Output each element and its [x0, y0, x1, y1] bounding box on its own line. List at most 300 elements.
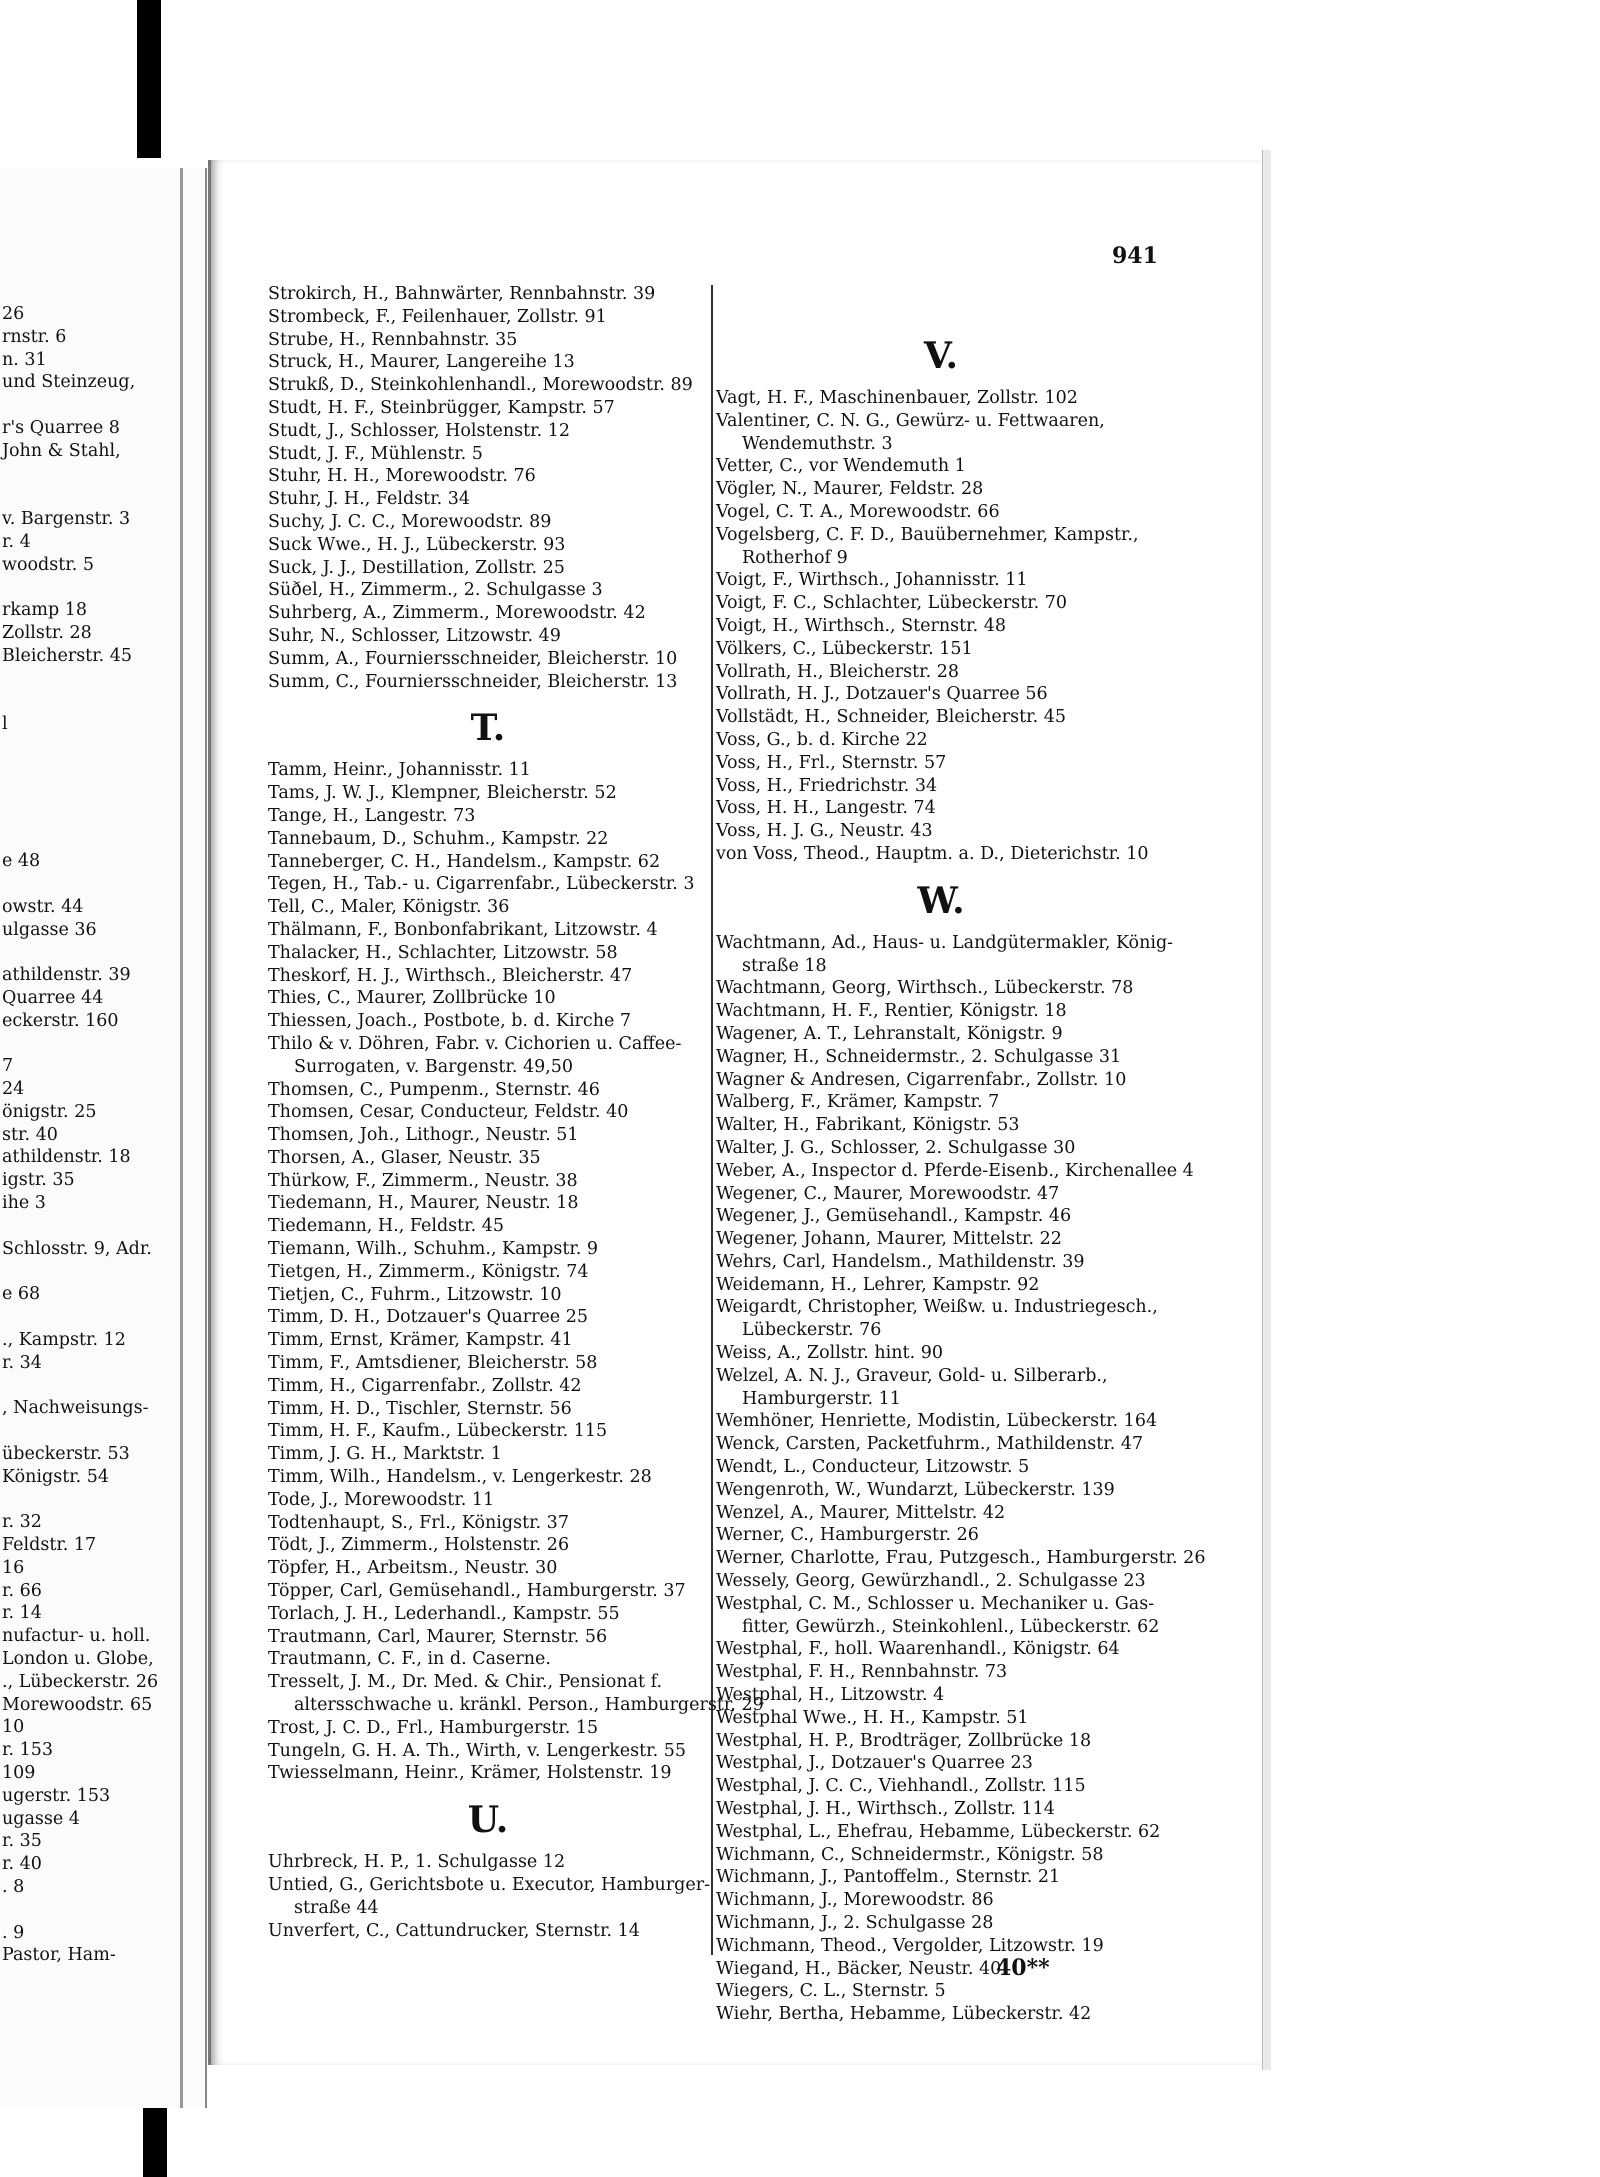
directory-entry [268, 1033, 708, 1079]
left-page-line [0, 1488, 158, 1511]
left-page-line: ., Kampstr. 12 [2, 1329, 126, 1350]
directory-entry [268, 397, 708, 420]
entry-line: Tannebaum, D., Schuhm., Kampstr. 22 [268, 828, 609, 849]
directory-entry [268, 1101, 708, 1124]
entry-line: Studt, J. F., Mühlenstr. 5 [268, 443, 483, 464]
directory-entry [268, 648, 708, 671]
directory-entry [716, 932, 1174, 978]
directory-entry [716, 1456, 1166, 1479]
directory-entry [268, 579, 708, 602]
entry-line: Thomsen, Joh., Lithogr., Neustr. 51 [268, 1125, 579, 1146]
entry-line: Wagner & Andresen, Cigarrenfabr., Zollstr. 10 [716, 1069, 1127, 1090]
directory-entry [268, 283, 708, 306]
directory-entry [716, 752, 1166, 775]
entry-line: Vollrath, H. J., Dotzauer's Quarree 56 [716, 684, 1048, 705]
directory-entry [268, 443, 708, 466]
left-page-line: 10 [2, 1717, 25, 1738]
entry-line: Thomsen, C., Pumpenm., Sternstr. 46 [268, 1079, 600, 1100]
entry-line: Timm, D. H., Dotzauer's Quarree 25 [268, 1307, 588, 1328]
entry-line: Strombeck, F., Feilenhauer, Zollstr. 91 [268, 306, 607, 327]
entry-line: Timm, F., Amtsdiener, Bleicherstr. 58 [268, 1353, 598, 1374]
entry-line: Thilo & v. Döhren, Fabr. v. Cichorien u. Caffee- [268, 1033, 682, 1054]
directory-entry [268, 351, 708, 374]
left-page-line [0, 1420, 158, 1443]
directory-entry [268, 805, 708, 828]
entry-continuation: fitter, Gewürzh., Steinkohlenl., Lübeckerstr. 62 [742, 1616, 1160, 1637]
entry-line: Weidemann, H., Lehrer, Kampstr. 92 [716, 1274, 1040, 1295]
directory-entry [268, 1284, 708, 1307]
left-page-line: ., Lübeckerstr. 26 [2, 1671, 159, 1692]
entry-line: Stuhr, J. H., Feldstr. 34 [268, 489, 471, 510]
left-page-line [0, 394, 158, 417]
entry-line: Strube, H., Rennbahnstr. 35 [268, 329, 518, 350]
entry-line: Wenzel, A., Maurer, Mittelstr. 42 [716, 1502, 1006, 1523]
left-page-line [0, 782, 158, 805]
entry-line: Vagt, H. F., Maschinenbauer, Zollstr. 102 [716, 388, 1078, 408]
left-page-line: igstr. 35 [2, 1170, 75, 1191]
left-page-line: Morewoodstr. 65 [2, 1694, 153, 1715]
left-page-line: e 48 [2, 851, 41, 872]
left-page-line: l [2, 714, 8, 735]
left-page-line: r. 35 [2, 1831, 42, 1852]
entry-line: Thorsen, A., Glaser, Neustr. 35 [268, 1147, 541, 1168]
left-page-line: r. 14 [2, 1603, 42, 1624]
directory-entry [716, 797, 1166, 820]
directory-entry [268, 329, 708, 352]
entry-line: Valentiner, C. N. G., Gewürz- u. Fettwaaren, [716, 410, 1105, 431]
entry-line: Weber, A., Inspector d. Pferde-Eisenb., Kirchenallee 4 [716, 1160, 1194, 1181]
directory-entry [716, 1023, 1166, 1046]
entry-line: Vögler, N., Maurer, Feldstr. 28 [716, 479, 984, 500]
entry-line: Welzel, A. N. J., Graveur, Gold- u. Silberarb., [716, 1365, 1108, 1386]
entry-line: Tanneberger, C. H., Handelsm., Kampstr. 62 [268, 851, 661, 872]
left-page-line [0, 463, 158, 486]
directory-entry [716, 1228, 1166, 1251]
entry-line: Westphal, C. M., Schlosser u. Mechaniker u. Gas- [716, 1593, 1155, 1614]
directory-entry [268, 1671, 764, 1717]
directory-entry [716, 1935, 1166, 1958]
directory-entry [716, 501, 1166, 524]
entry-continuation: straße 44 [294, 1897, 379, 1918]
directory-entry [716, 569, 1166, 592]
entry-line: Tegen, H., Tab.- u. Cigarrenfabr., Lübeckerstr. 3 [268, 874, 695, 895]
directory-entry [268, 1147, 708, 1170]
entry-line: Suck, J. J., Destillation, Zollstr. 25 [268, 557, 565, 578]
entry-line: Summ, A., Fourniersschneider, Bleicherstr. 10 [268, 648, 678, 669]
entry-continuation: altersschwache u. kränkl. Person., Hamburgerstr. 29 [294, 1695, 764, 1716]
left-page-line: owstr. 44 [2, 896, 84, 917]
entry-line: Westphal Wwe., H. H., Kampstr. 51 [716, 1707, 1029, 1728]
entry-continuation: Surrogaten, v. Bargenstr. 49,50 [294, 1056, 574, 1077]
left-page-line: 26 [2, 304, 25, 324]
left-page-line: e 68 [2, 1284, 41, 1305]
left-page-line: r's Quarree 8 [2, 417, 120, 438]
directory-entry [716, 1160, 1194, 1183]
left-page-line: Feldstr. 17 [2, 1535, 97, 1556]
directory-entry [716, 1798, 1166, 1821]
entry-line: Untied, G., Gerichtsbote u. Executor, Hamburger- [268, 1875, 711, 1895]
entry-line: Voss, H. H., Langestr. 74 [716, 798, 936, 819]
left-page-line: , Nachweisungs- [2, 1398, 149, 1419]
directory-entry [268, 671, 708, 694]
entry-line: Voigt, H., Wirthsch., Sternstr. 48 [716, 615, 1007, 636]
entry-line: Tiedemann, H., Maurer, Neustr. 18 [268, 1193, 579, 1214]
directory-entry [268, 1306, 708, 1329]
entry-line: Trautmann, Carl, Maurer, Sternstr. 56 [268, 1626, 608, 1647]
entry-line: Werner, C., Hamburgerstr. 26 [716, 1525, 979, 1546]
entry-line: Westphal, J. H., Wirthsch., Zollstr. 114 [716, 1799, 1055, 1820]
directory-entry [268, 1170, 708, 1193]
left-page-line: 16 [2, 1557, 25, 1578]
directory-entry [268, 987, 708, 1010]
directory-entry [716, 1251, 1166, 1274]
left-page-line: rnstr. 6 [2, 326, 67, 347]
directory-entry [268, 1010, 708, 1033]
directory-entry [716, 387, 1166, 410]
left-page-text [0, 303, 158, 1967]
directory-entry [716, 2003, 1166, 2026]
entry-line: Wessely, Georg, Gewürzhandl., 2. Schulgasse 23 [716, 1571, 1146, 1592]
left-page-line: 7 [2, 1056, 14, 1077]
directory-entry [716, 592, 1166, 615]
directory-entry [268, 1534, 708, 1557]
directory-column-left [268, 283, 764, 1942]
entry-line: Süðel, H., Zimmerm., 2. Schulgasse 3 [268, 580, 603, 601]
entry-line: Trautmann, C. F., in d. Caserne. [268, 1649, 551, 1670]
left-page-line: r. 32 [2, 1512, 42, 1533]
entry-line: Struck, H., Maurer, Langereihe 13 [268, 352, 575, 373]
left-page-edge [180, 168, 183, 2108]
entry-line: Tell, C., Maler, Königstr. 36 [268, 897, 510, 918]
directory-entry [716, 1183, 1166, 1206]
directory-entry [716, 706, 1166, 729]
directory-entry [716, 1137, 1166, 1160]
entry-line: Tungeln, G. H. A. Th., Wirth, v. Lengerkestr. 55 [268, 1740, 687, 1761]
entry-line: Thies, C., Maurer, Zollbrücke 10 [268, 988, 556, 1009]
directory-entry [268, 306, 708, 329]
entry-line: Walter, H., Fabrikant, Königstr. 53 [716, 1115, 1020, 1136]
directory-entry [716, 1866, 1166, 1889]
entry-line: Wiegand, H., Bäcker, Neustr. 40 [716, 1958, 1002, 1979]
entry-line: Thomsen, Cesar, Conducteur, Feldstr. 40 [268, 1102, 629, 1123]
entry-line: Wachtmann, H. F., Rentier, Königstr. 18 [716, 1001, 1067, 1022]
directory-entry [716, 524, 1166, 570]
left-page-line: ulgasse 36 [2, 919, 97, 940]
left-page-line: 24 [2, 1079, 25, 1100]
directory-entry [268, 488, 708, 511]
entry-line: Wichmann, C., Schneidermstr., Königstr. 58 [716, 1844, 1104, 1865]
directory-entry [268, 420, 708, 443]
directory-entry [268, 1851, 708, 1874]
entry-line: Westphal, J. C. C., Viehhandl., Zollstr. 115 [716, 1776, 1086, 1797]
entry-line: Wegener, J., Gemüsehandl., Kampstr. 46 [716, 1206, 1072, 1227]
entry-line: Westphal, F. H., Rennbahnstr. 73 [716, 1662, 1008, 1683]
left-page-line [0, 577, 158, 600]
left-page-line: 109 [2, 1763, 36, 1783]
directory-entry [716, 1000, 1166, 1023]
left-page-line: ugerstr. 153 [2, 1785, 111, 1806]
entry-line: Wegener, Johann, Maurer, Mittelstr. 22 [716, 1229, 1062, 1250]
entry-continuation: Wendemuthstr. 3 [742, 433, 893, 454]
entry-line: Studt, J., Schlosser, Holstenstr. 12 [268, 420, 570, 441]
directory-entry [716, 1547, 1206, 1570]
directory-entry [268, 557, 708, 580]
left-page-line: ihe 3 [2, 1193, 46, 1214]
entry-line: Tiemann, Wilh., Schuhm., Kampstr. 9 [268, 1239, 599, 1260]
left-page-line [0, 827, 158, 850]
section-letter-heading: U. [467, 1799, 509, 1842]
directory-entry [716, 638, 1166, 661]
entry-line: Westphal, L., Ehefrau, Hebamme, Lübeckerstr. 62 [716, 1821, 1161, 1842]
directory-entry [268, 1079, 708, 1102]
directory-entry [716, 1091, 1166, 1114]
directory-entry [716, 1844, 1166, 1867]
left-page-line: str. 40 [2, 1124, 58, 1145]
directory-entry [716, 1707, 1166, 1730]
directory-entry [268, 1557, 708, 1580]
entry-line: Wemhöner, Henriette, Modistin, Lübeckerstr. 164 [716, 1411, 1158, 1432]
left-page-line [0, 805, 158, 828]
directory-entry [716, 661, 1166, 684]
entry-line: Tödt, J., Zimmerm., Holstenstr. 26 [268, 1535, 570, 1556]
directory-entry [268, 965, 708, 988]
entry-line: Vollstädt, H., Schneider, Bleicherstr. 45 [716, 707, 1066, 728]
entry-line: Tange, H., Langestr. 73 [268, 805, 476, 826]
left-page-line [0, 668, 158, 691]
directory-entry [268, 1717, 708, 1740]
left-page-line [0, 759, 158, 782]
left-page-line: Bleicherstr. 45 [2, 645, 133, 666]
entry-line: Thürkow, F., Zimmerm., Neustr. 38 [268, 1170, 578, 1191]
entry-line: Suhr, N., Schlosser, Litzowstr. 49 [268, 625, 561, 646]
left-page-line: . 8 [2, 1876, 25, 1897]
directory-entry [268, 374, 708, 397]
directory-entry [268, 1874, 711, 1920]
directory-entry [268, 1398, 708, 1421]
left-page-line: Königstr. 54 [2, 1466, 110, 1487]
entry-line: Voss, H., Friedrichstr. 34 [716, 775, 938, 796]
entry-line: Theskorf, H. J., Wirthsch., Bleicherstr. 47 [268, 965, 633, 986]
directory-entry [716, 1342, 1166, 1365]
directory-entry [716, 1752, 1166, 1775]
directory-entry [268, 1920, 708, 1943]
directory-entry [268, 896, 708, 919]
section-letter-heading: T. [470, 707, 506, 750]
left-page-line: John & Stahl, [2, 440, 121, 461]
entry-line: Wiegers, C. L., Sternstr. 5 [716, 1981, 946, 2002]
entry-line: Strukß, D., Steinkohlenhandl., Morewoodstr. 89 [268, 375, 693, 396]
directory-entry [716, 1296, 1166, 1342]
entry-line: Wiehr, Bertha, Hebamme, Lübeckerstr. 42 [716, 2004, 1092, 2025]
entry-line: Stuhr, H. H., Morewoodstr. 76 [268, 466, 536, 487]
directory-entry [268, 1443, 708, 1466]
directory-entry [716, 615, 1166, 638]
entry-continuation: Lübeckerstr. 76 [742, 1320, 882, 1341]
entry-line: Torlach, J. H., Lederhandl., Kampstr. 55 [268, 1603, 620, 1624]
entry-line: Vogel, C. T. A., Morewoodstr. 66 [716, 501, 1000, 522]
directory-entry [268, 1124, 708, 1147]
directory-entry [268, 1420, 708, 1443]
directory-entry [716, 1524, 1166, 1547]
left-page-line: r. 4 [2, 531, 31, 552]
directory-entry [268, 759, 708, 782]
entry-line: Wagner, H., Schneidermstr., 2. Schulgasse 31 [716, 1046, 1122, 1067]
directory-entry [268, 782, 708, 805]
directory-entry [268, 1489, 708, 1512]
directory-entry [268, 1261, 708, 1284]
entry-continuation: straße 18 [742, 955, 827, 976]
left-page-line: ugasse 4 [2, 1808, 80, 1829]
entry-line: Töpper, Carl, Gemüsehandl., Hamburgerstr. 37 [268, 1581, 686, 1602]
entry-line: Voss, G., b. d. Kirche 22 [716, 729, 928, 750]
entry-line: Twiesselmann, Heinr., Krämer, Holstenstr. 19 [268, 1763, 672, 1784]
entry-line: Wagener, A. T., Lehranstalt, Königstr. 9 [716, 1023, 1063, 1044]
left-page-line: Pastor, Ham- [2, 1945, 116, 1966]
left-page-line [0, 736, 158, 759]
directory-entry [268, 1192, 708, 1215]
entry-line: Timm, J. G. H., Marktstr. 1 [268, 1444, 502, 1465]
entry-line: Voss, H. J. G., Neustr. 43 [716, 821, 933, 842]
entry-line: Summ, C., Fourniersschneider, Bleicherstr. 13 [268, 671, 678, 692]
directory-entry [268, 919, 708, 942]
directory-entry [716, 1502, 1166, 1525]
entry-line: Wegener, C., Maurer, Morewoodstr. 47 [716, 1183, 1060, 1204]
entry-line: Thalacker, H., Schlachter, Litzowstr. 58 [268, 942, 618, 963]
directory-entry [268, 1512, 708, 1535]
directory-entry [268, 1626, 708, 1649]
directory-entry [268, 602, 708, 625]
entry-line: Trost, J. C. D., Frl., Hamburgerstr. 15 [268, 1717, 599, 1738]
left-page-line [0, 485, 158, 508]
entry-line: Weigardt, Christopher, Weißw. u. Industriegesch., [716, 1297, 1158, 1318]
directory-entry [268, 1762, 708, 1785]
directory-entry [268, 1329, 708, 1352]
left-page-line: r. 153 [2, 1740, 53, 1761]
left-page-line: rkamp 18 [2, 600, 88, 621]
entry-line: Tietjen, C., Fuhrm., Litzowstr. 10 [268, 1284, 562, 1305]
entry-line: Wehrs, Carl, Handelsm., Mathildenstr. 39 [716, 1251, 1085, 1272]
entry-line: Tams, J. W. J., Klempner, Bleicherstr. 52 [268, 783, 617, 804]
directory-entry [716, 1593, 1166, 1639]
entry-line: Westphal, J., Dotzauer's Quarree 23 [716, 1753, 1033, 1774]
directory-entry [268, 1740, 708, 1763]
left-page-line: woodstr. 5 [2, 554, 94, 575]
entry-line: Timm, H. D., Tischler, Sternstr. 56 [268, 1398, 572, 1419]
entry-line: Voss, H., Frl., Sternstr. 57 [716, 752, 947, 773]
directory-entry [268, 1603, 708, 1626]
directory-entry [716, 1365, 1166, 1411]
left-page-line: und Steinzeug, [2, 372, 136, 393]
entry-line: Walberg, F., Krämer, Kampstr. 7 [716, 1092, 1000, 1113]
entry-line: Studt, H. F., Steinbrügger, Kampstr. 57 [268, 397, 615, 418]
left-page-line: nufactur- u. holl. [2, 1626, 151, 1647]
signature-mark: 40** [996, 1955, 1050, 1981]
section-letter-heading: W. [917, 879, 965, 922]
directory-entry [268, 942, 708, 965]
left-page-line: London u. Globe, [2, 1649, 154, 1670]
entry-continuation: Hamburgerstr. 11 [742, 1388, 901, 1409]
entry-line: Strokirch, H., Bahnwärter, Rennbahnstr. 39 [268, 284, 656, 304]
entry-line: Suck Wwe., H. J., Lübeckerstr. 93 [268, 534, 566, 555]
entry-line: Unverfert, C., Cattundrucker, Sternstr. 14 [268, 1920, 640, 1941]
entry-continuation: Rotherhof 9 [742, 547, 848, 568]
directory-entry [268, 1580, 708, 1603]
entry-line: Thiessen, Joach., Postbote, b. d. Kirche 7 [268, 1011, 632, 1032]
right-page-edge [1262, 150, 1271, 2070]
directory-entry [268, 1238, 708, 1261]
entry-line: Walter, J. G., Schlosser, 2. Schulgasse 30 [716, 1137, 1076, 1158]
directory-entry [268, 465, 708, 488]
entry-line: Thälmann, F., Bonbonfabrikant, Litzowstr. 4 [268, 919, 658, 940]
left-page-line: n. 31 [2, 349, 47, 370]
entry-line: Wenck, Carsten, Packetfuhrm., Mathildenstr. 47 [716, 1434, 1144, 1455]
directory-entry [268, 1648, 708, 1671]
entry-line: Wichmann, J., 2. Schulgasse 28 [716, 1913, 994, 1933]
directory-entry [268, 511, 708, 534]
entry-line: Vogelsberg, C. F. D., Bauübernehmer, Kampstr., [716, 524, 1139, 545]
left-page-line: r. 66 [2, 1580, 42, 1601]
directory-entry [716, 1570, 1166, 1593]
directory-entry [268, 1375, 708, 1398]
left-page-line [0, 1374, 158, 1397]
left-page-line: r. 40 [2, 1854, 42, 1875]
directory-entry [268, 873, 708, 896]
directory-entry [268, 625, 708, 648]
directory-entry [716, 1069, 1166, 1092]
entry-line: Tamm, Heinr., Johannisstr. 11 [268, 760, 531, 781]
left-page-line: v. Bargenstr. 3 [2, 509, 131, 530]
entry-line: Tode, J., Morewoodstr. 11 [268, 1489, 495, 1510]
directory-entry [716, 977, 1166, 1000]
directory-entry [716, 1912, 1166, 1935]
directory-entry [716, 729, 1166, 752]
entry-line: Wendt, L., Conducteur, Litzowstr. 5 [716, 1457, 1030, 1478]
left-page-line [0, 691, 158, 714]
directory-entry [268, 1466, 708, 1489]
left-page-line: Schlosstr. 9, Adr. [2, 1238, 152, 1259]
left-page-line: r. 34 [2, 1352, 42, 1373]
directory-entry [716, 843, 1166, 866]
left-page-line: önigstr. 25 [2, 1101, 97, 1122]
directory-entry [268, 534, 708, 557]
directory-entry [716, 1433, 1166, 1456]
directory-entry [716, 478, 1166, 501]
directory-entry [716, 1046, 1166, 1069]
entry-line: Suchy, J. C. C., Morewoodstr. 89 [268, 511, 552, 532]
directory-entry [716, 1661, 1166, 1684]
entry-line: von Voss, Theod., Hauptm. a. D., Dieterichstr. 10 [716, 843, 1149, 864]
left-page-line: athildenstr. 18 [2, 1147, 131, 1168]
section-letter-heading: V. [923, 335, 959, 377]
entry-line: Völkers, C., Lübeckerstr. 151 [716, 638, 973, 659]
entry-line: Uhrbreck, H. P., 1. Schulgasse 12 [268, 1852, 566, 1873]
left-page-line [0, 1215, 158, 1238]
directory-entry [716, 683, 1166, 706]
directory-entry [716, 1775, 1166, 1798]
entry-line: Weiss, A., Zollstr. hint. 90 [716, 1343, 943, 1364]
entry-line: Töpfer, H., Arbeitsm., Neustr. 30 [268, 1558, 558, 1579]
entry-line: Vetter, C., vor Wendemuth 1 [716, 456, 966, 477]
directory-entry [716, 1730, 1166, 1753]
entry-line: Suhrberg, A., Zimmerm., Morewoodstr. 42 [268, 603, 646, 624]
directory-entry [716, 1205, 1166, 1228]
entry-line: Wichmann, Theod., Vergolder, Litzowstr. 19 [716, 1935, 1104, 1956]
directory-entry [716, 1889, 1166, 1912]
entry-line: Tietgen, H., Zimmerm., Königstr. 74 [268, 1261, 589, 1282]
binding-bar-top [137, 0, 161, 158]
left-page-line [0, 873, 158, 896]
entry-line: Wichmann, J., Morewoodstr. 86 [716, 1890, 994, 1911]
